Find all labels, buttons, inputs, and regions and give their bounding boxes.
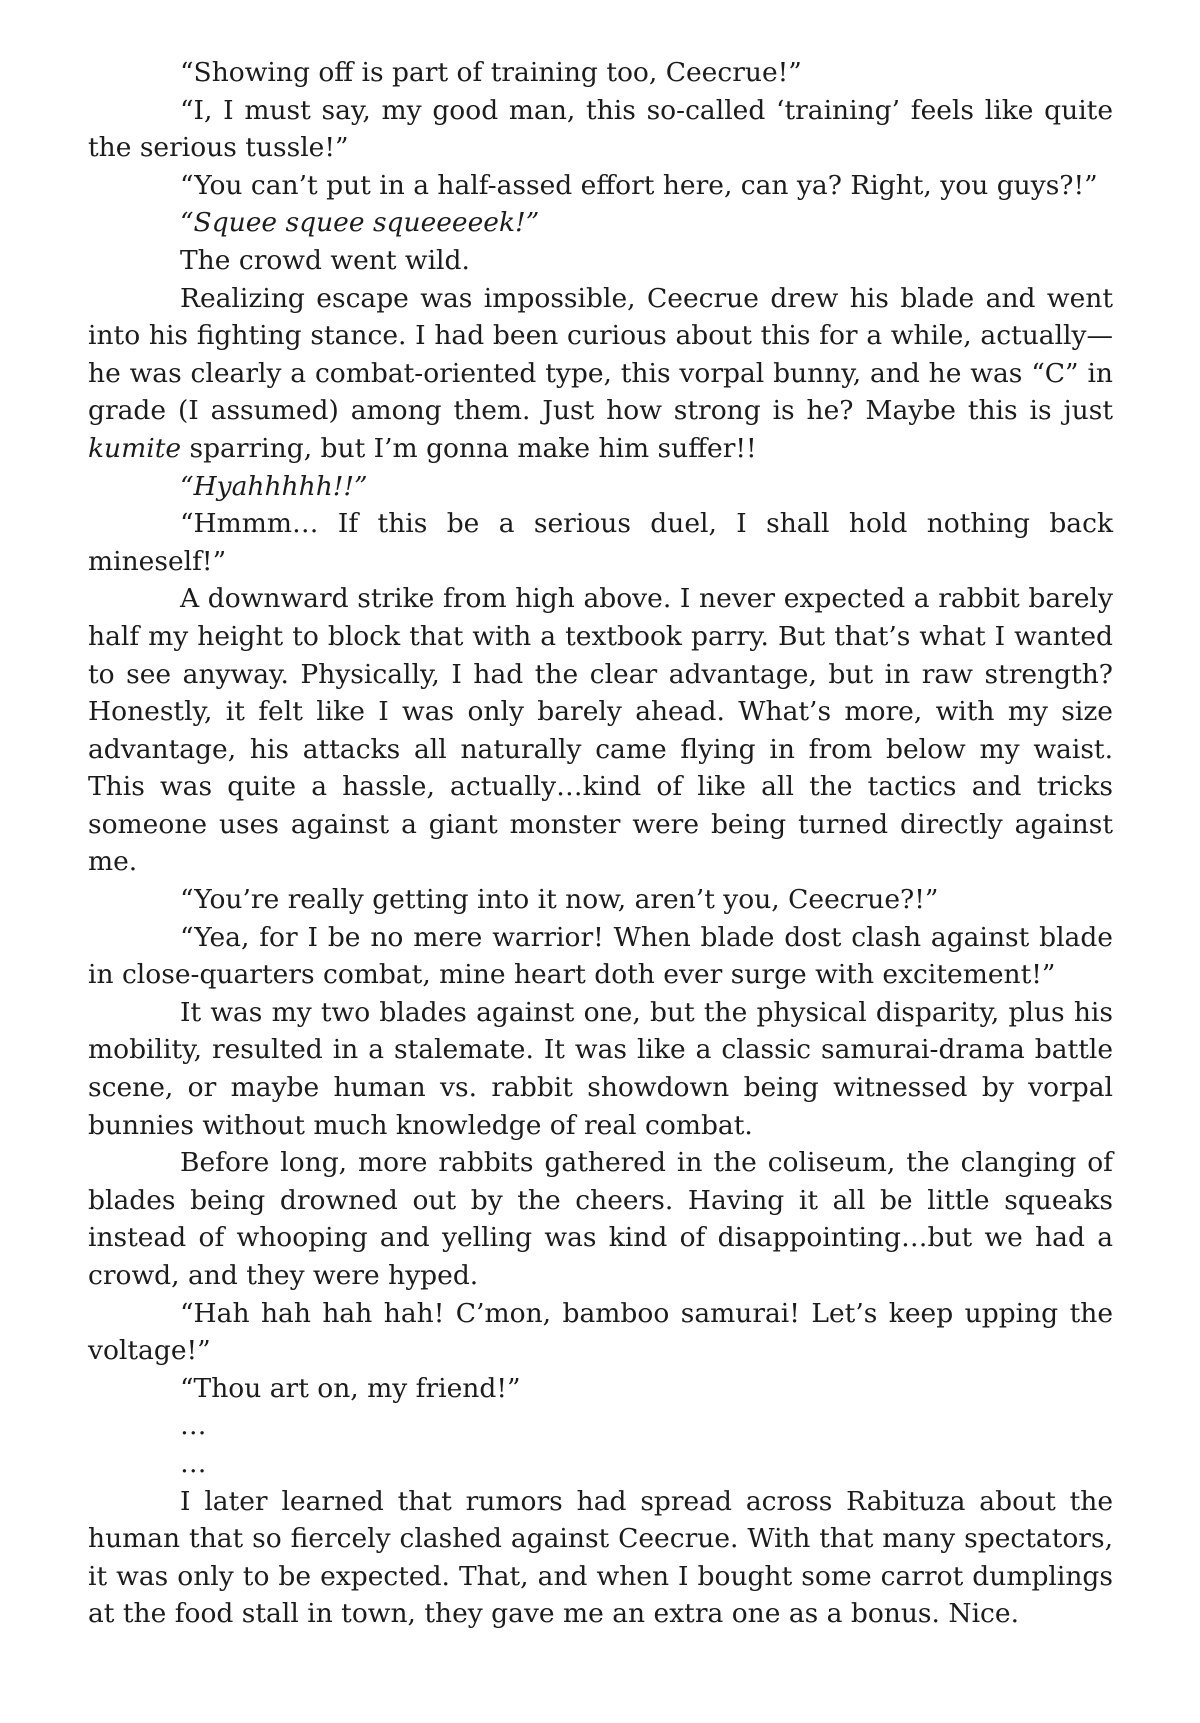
paragraph xyxy=(88,1407,1113,1445)
paragraph xyxy=(88,580,1113,881)
paragraph-text: “I, I must say, my good man, this so-called ‘training’ feels like quite the serious tussle!” xyxy=(88,94,1113,164)
paragraph xyxy=(88,204,1113,242)
paragraph-text: A downward strike from high above. I never expected a rabbit barely half my height to block that with a textbook parry. But that’s what I wanted to see anyway. Physically, I had the clear advantage, but in raw strength? Honestly, it felt like I was only barely ahead. What’s more, with my size advantage, his attacks all naturally came flying in from below my waist. This was quite a hassle, actually…kind of like all the tactics and tricks someone uses against a giant monster were being turned directly against me. xyxy=(88,583,1113,878)
paragraph-text: sparring, but I’m gonna make him suffer!! xyxy=(181,432,757,464)
paragraph-text: Realizing escape was impossible, Ceecrue drew his blade and went into his fighting stance. I had been curious about this for a while, actually—he was clearly a combat-oriented type, this vorpal bunny, and he was “C” in grade (I assumed) among them. Just how strong is he? Maybe this is just xyxy=(88,282,1113,427)
paragraph-text: “You’re really getting into it now, aren’t you, Ceecrue?!” xyxy=(180,884,939,916)
paragraph xyxy=(88,505,1113,580)
paragraph-text: “Thou art on, my friend!” xyxy=(180,1372,521,1404)
paragraph xyxy=(88,994,1113,1144)
paragraph xyxy=(88,54,1113,92)
paragraph xyxy=(88,1370,1113,1408)
paragraph-text: … xyxy=(180,1447,207,1479)
italic-text: “Hyahhhhh!!” xyxy=(180,470,368,502)
paragraph xyxy=(88,1483,1113,1633)
paragraph-text: “Showing off is part of training too, Ceecrue!” xyxy=(180,57,802,88)
paragraph-text: “Hah hah hah hah! C’mon, bamboo samurai! Let’s keep upping the voltage!” xyxy=(88,1297,1113,1367)
paragraph-text: The crowd went wild. xyxy=(180,244,470,276)
paragraph xyxy=(88,242,1113,280)
paragraph xyxy=(88,1445,1113,1483)
paragraph-text: … xyxy=(180,1410,207,1442)
paragraph-text: It was my two blades against one, but the physical disparity, plus his mobility, resulted in a stalemate. It was like a classic samurai-drama battle scene, or maybe human vs. rabbit showdown being witnessed by vorpal bunnies without much knowledge of real combat. xyxy=(88,996,1113,1141)
paragraph-text: “You can’t put in a half-assed effort here, can ya? Right, you guys?!” xyxy=(180,169,1098,201)
paragraph xyxy=(88,1144,1113,1294)
paragraph xyxy=(88,1295,1113,1370)
paragraph xyxy=(88,881,1113,919)
paragraph xyxy=(88,919,1113,994)
paragraph xyxy=(88,92,1113,167)
paragraph xyxy=(88,280,1113,468)
paragraph xyxy=(88,167,1113,205)
italic-text: kumite xyxy=(88,432,182,464)
paragraph-text: Before long, more rabbits gathered in the coliseum, the clanging of blades being drowned out by the cheers. Having it all be little squeaks instead of whooping and yelling was kind of disappointing…but we had a crowd, and they were hyped. xyxy=(88,1147,1113,1291)
paragraph-text: “Hmmm… If this be a serious duel, I shall hold nothing back mineself!” xyxy=(88,508,1113,577)
italic-text: “Squee squee squeeeeek!” xyxy=(180,207,540,239)
paragraph-text: I later learned that rumors had spread across Rabituza about the human that so fiercely clashed against Ceecrue. With that many spectators, it was only to be expected. That, and when I bought some carrot dumplings at the food stall in town, they gave me an extra one as a bonus. Nice. xyxy=(88,1485,1113,1630)
paragraph-text: “Yea, for I be no mere warrior! When blade dost clash against blade in close-quarters combat, mine heart doth ever surge with excitement!” xyxy=(88,921,1113,991)
book-page xyxy=(88,54,1113,1633)
paragraph xyxy=(88,468,1113,506)
